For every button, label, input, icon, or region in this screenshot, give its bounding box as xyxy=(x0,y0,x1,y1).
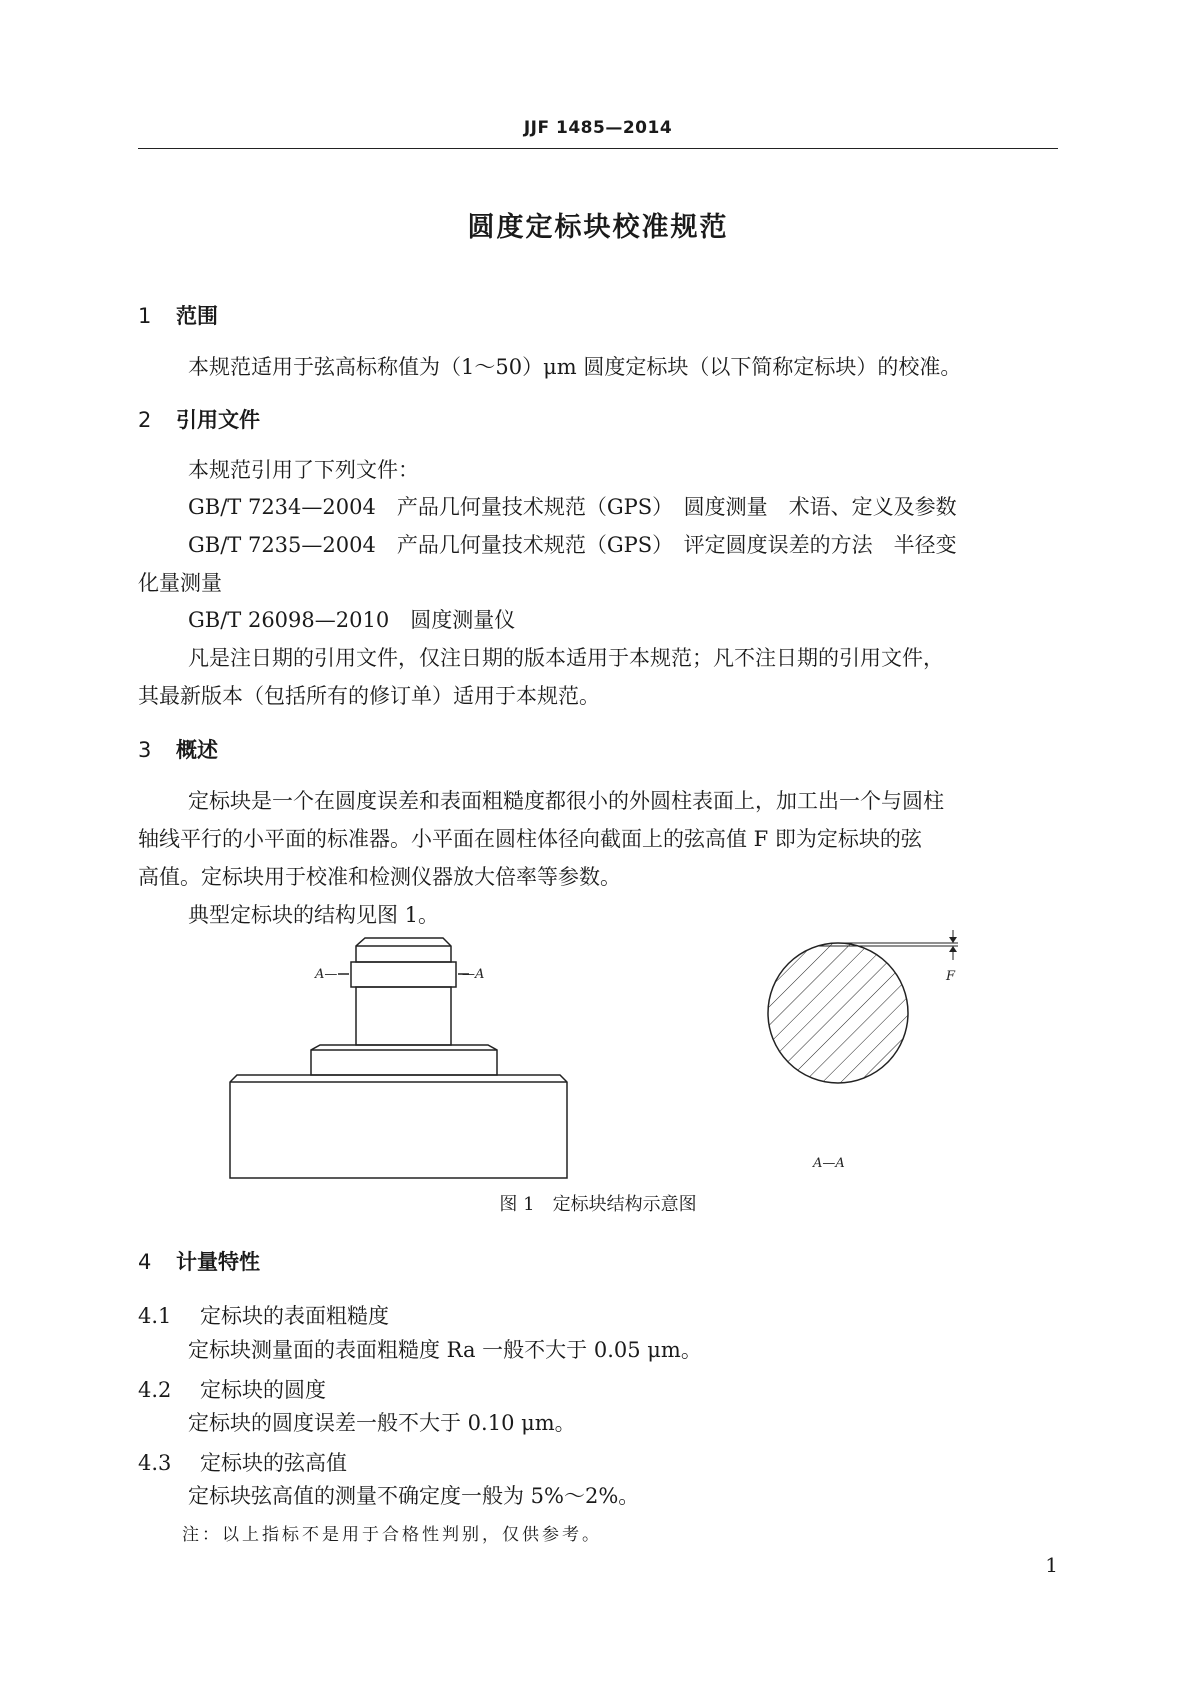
document-header: JJF 1485—2014 xyxy=(523,118,673,138)
overview-line-2: 轴线平行的小平面的标准器。小平面在圆柱体径向截面上的弦高值 F 即为定标块的弦 xyxy=(138,827,922,851)
figure-caption: 图 1 定标块结构示意图 xyxy=(499,1194,697,1215)
reference-1: GB/T 7234—2004 产品几何量技术规范（GPS） 圆度测量 术语、定义及参数 xyxy=(188,495,957,519)
reference-2: GB/T 7235—2004 产品几何量技术规范（GPS） 评定圆度误差的方法 半径变 xyxy=(188,533,957,557)
reference-2-cont: 化量测量 xyxy=(138,571,222,595)
section-4-2-heading: 4.2 定标块的圆度 xyxy=(138,1378,326,1402)
section-1-text: 本规范适用于弦高标称值为（1～50）μm 圆度定标块（以下简称定标块）的校准。 xyxy=(188,355,962,379)
header-divider xyxy=(138,148,1058,149)
label-right-a: —A xyxy=(462,967,485,982)
calibration-block-section-view xyxy=(760,930,958,1095)
section-4-2-text: 定标块的圆度误差一般不大于 0.10 μm。 xyxy=(188,1411,576,1435)
section-2-intro: 本规范引用了下列文件： xyxy=(188,458,419,482)
section-4-1-text: 定标块测量面的表面粗糙度 Ra 一般不大于 0.05 μm。 xyxy=(188,1338,702,1362)
overview-line-1: 定标块是一个在圆度误差和表面粗糙度都很小的外圆柱表面上，加工出一个与圆柱 xyxy=(188,789,944,813)
page-number: 1 xyxy=(1045,1553,1058,1577)
label-f: F xyxy=(946,969,956,984)
section-1-heading: 1 范围 xyxy=(138,304,218,328)
section-4-3-text: 定标块弦高值的测量不确定度一般为 5%～2%。 xyxy=(188,1484,640,1508)
label-left-a: A— xyxy=(315,967,338,982)
overview-line-3: 高值。定标块用于校准和检测仪器放大倍率等参数。 xyxy=(138,865,621,889)
reference-rule-2: 其最新版本（包括所有的修订单）适用于本规范。 xyxy=(138,684,600,708)
overview-line-4: 典型定标块的结构见图 1。 xyxy=(188,903,440,927)
reference-3: GB/T 26098—2010 圆度测量仪 xyxy=(188,608,516,632)
calibration-block-side-view xyxy=(230,938,567,1178)
section-4-1-heading: 4.1 定标块的表面粗糙度 xyxy=(138,1304,389,1328)
label-section-a-a: A—A xyxy=(813,1156,845,1171)
section-2-heading: 2 引用文件 xyxy=(138,408,260,432)
page-title: 圆度定标块校准规范 xyxy=(467,212,729,243)
figure-1 xyxy=(0,930,1191,1180)
section-4-heading: 4 计量特性 xyxy=(138,1250,260,1274)
section-4-3-heading: 4.3 定标块的弦高值 xyxy=(138,1451,347,1475)
section-3-heading: 3 概述 xyxy=(138,738,218,762)
note: 注：以上指标不是用于合格性判别，仅供参考。 xyxy=(182,1525,602,1545)
reference-rule-1: 凡是注日期的引用文件，仅注日期的版本适用于本规范；凡不注日期的引用文件， xyxy=(188,646,944,670)
